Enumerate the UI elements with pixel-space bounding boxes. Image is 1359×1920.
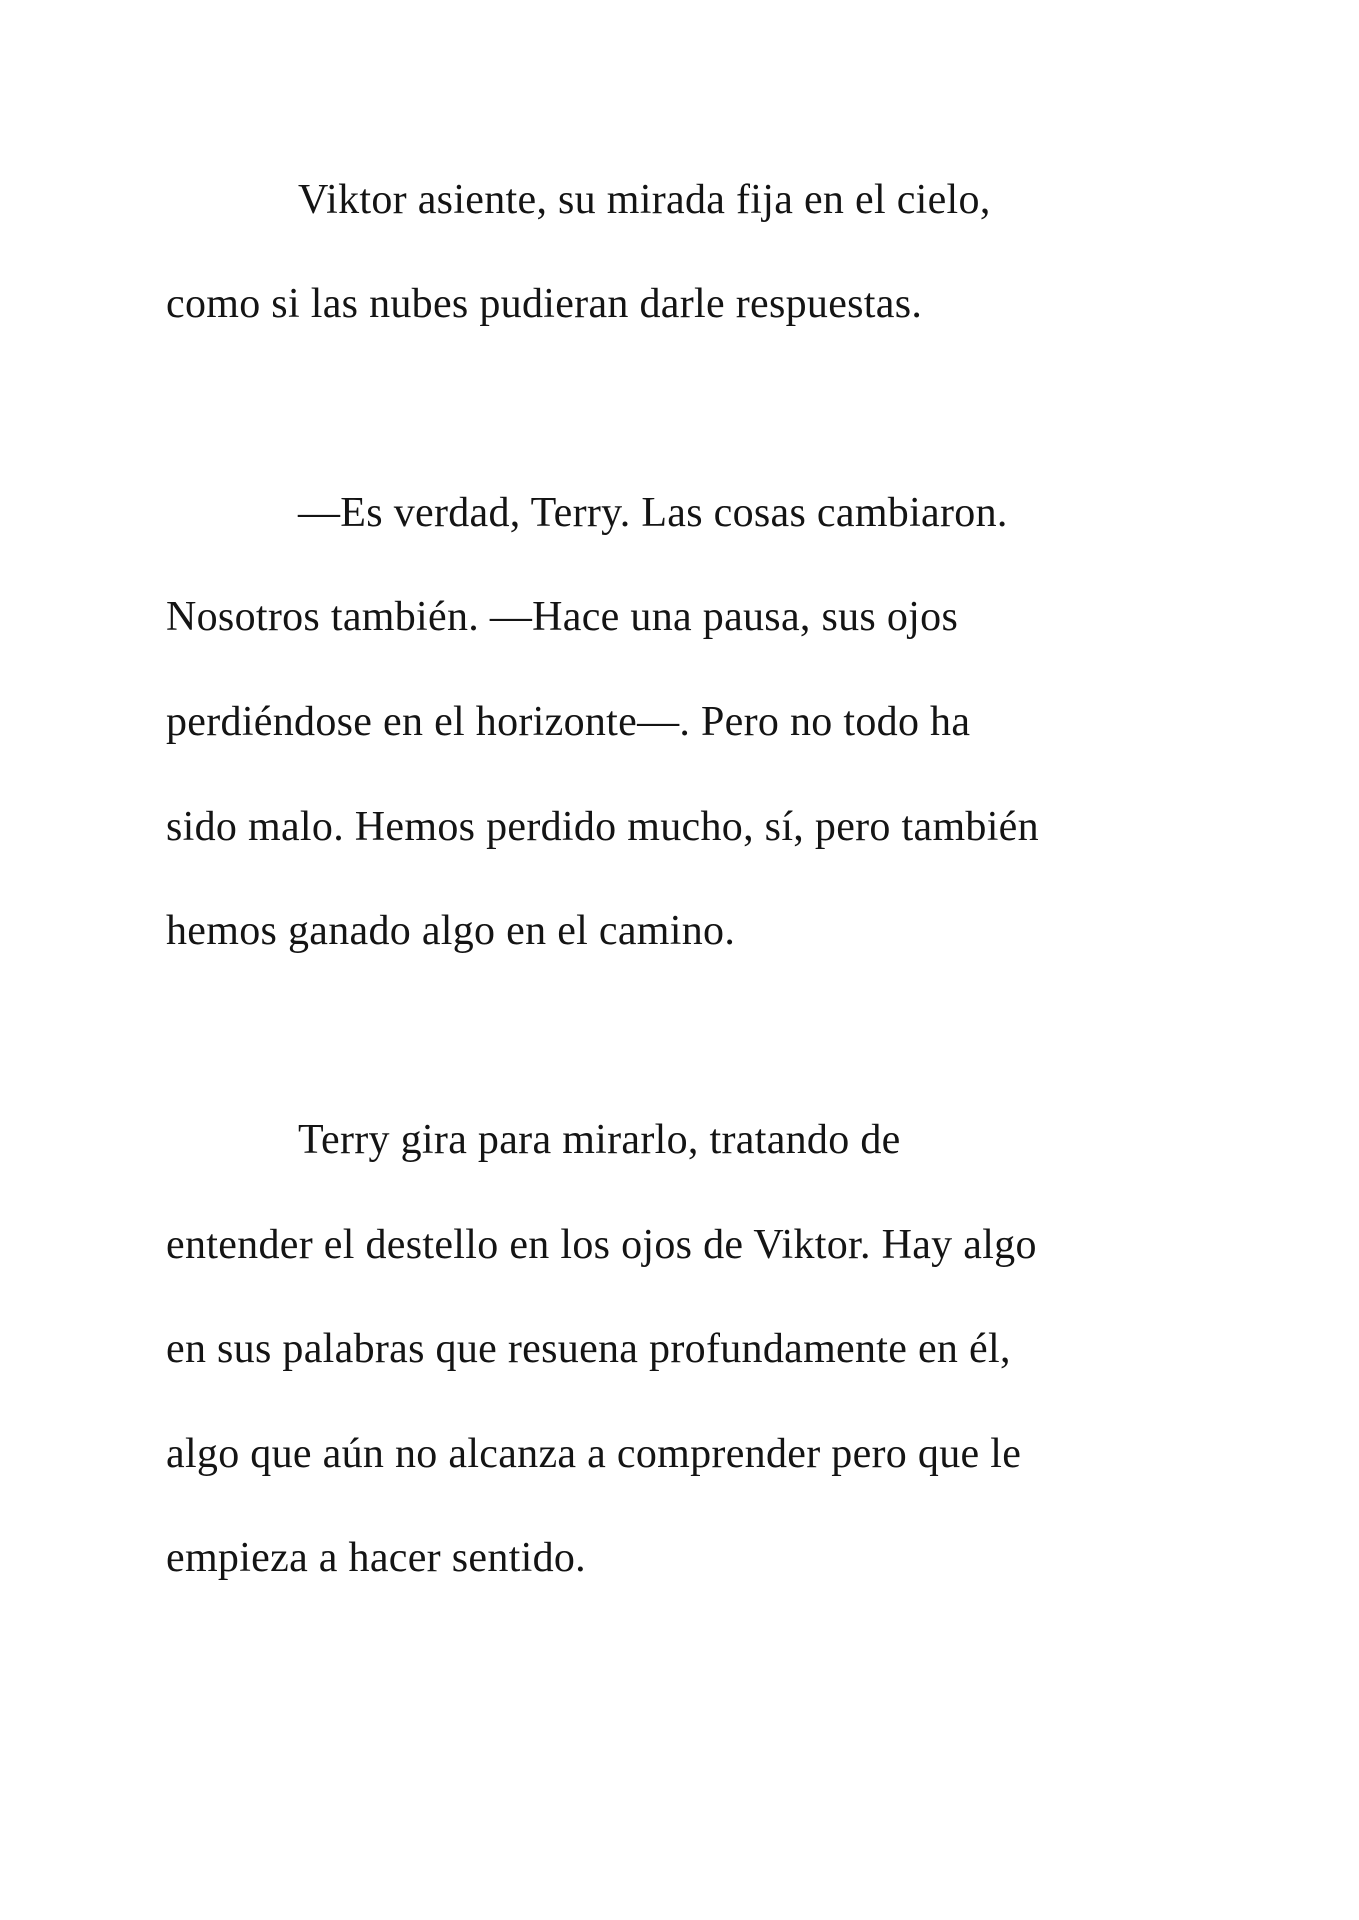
text-line: hemos ganado algo en el camino. xyxy=(166,908,736,954)
text-line: empieza a hacer sentido. xyxy=(166,1535,586,1581)
text-line: Nosotros también. —Hace una pausa, sus ojos xyxy=(166,594,959,640)
text-line: sido malo. Hemos perdido mucho, sí, pero también xyxy=(166,804,1039,850)
text-line: Viktor asiente, su mirada fija en el cielo, xyxy=(298,177,991,223)
text-line: perdiéndose en el horizonte—. Pero no todo ha xyxy=(166,699,971,745)
text-line: como si las nubes pudieran darle respuestas. xyxy=(166,281,923,327)
text-line: algo que aún no alcanza a comprender pero que le xyxy=(166,1431,1022,1477)
text-line: en sus palabras que resuena profundamente en él, xyxy=(166,1326,1011,1372)
text-line: Terry gira para mirarlo, tratando de xyxy=(298,1117,901,1163)
text-line: entender el destello en los ojos de Viktor. Hay algo xyxy=(166,1222,1037,1268)
text-line: —Es verdad, Terry. Las cosas cambiaron. xyxy=(298,490,1008,536)
